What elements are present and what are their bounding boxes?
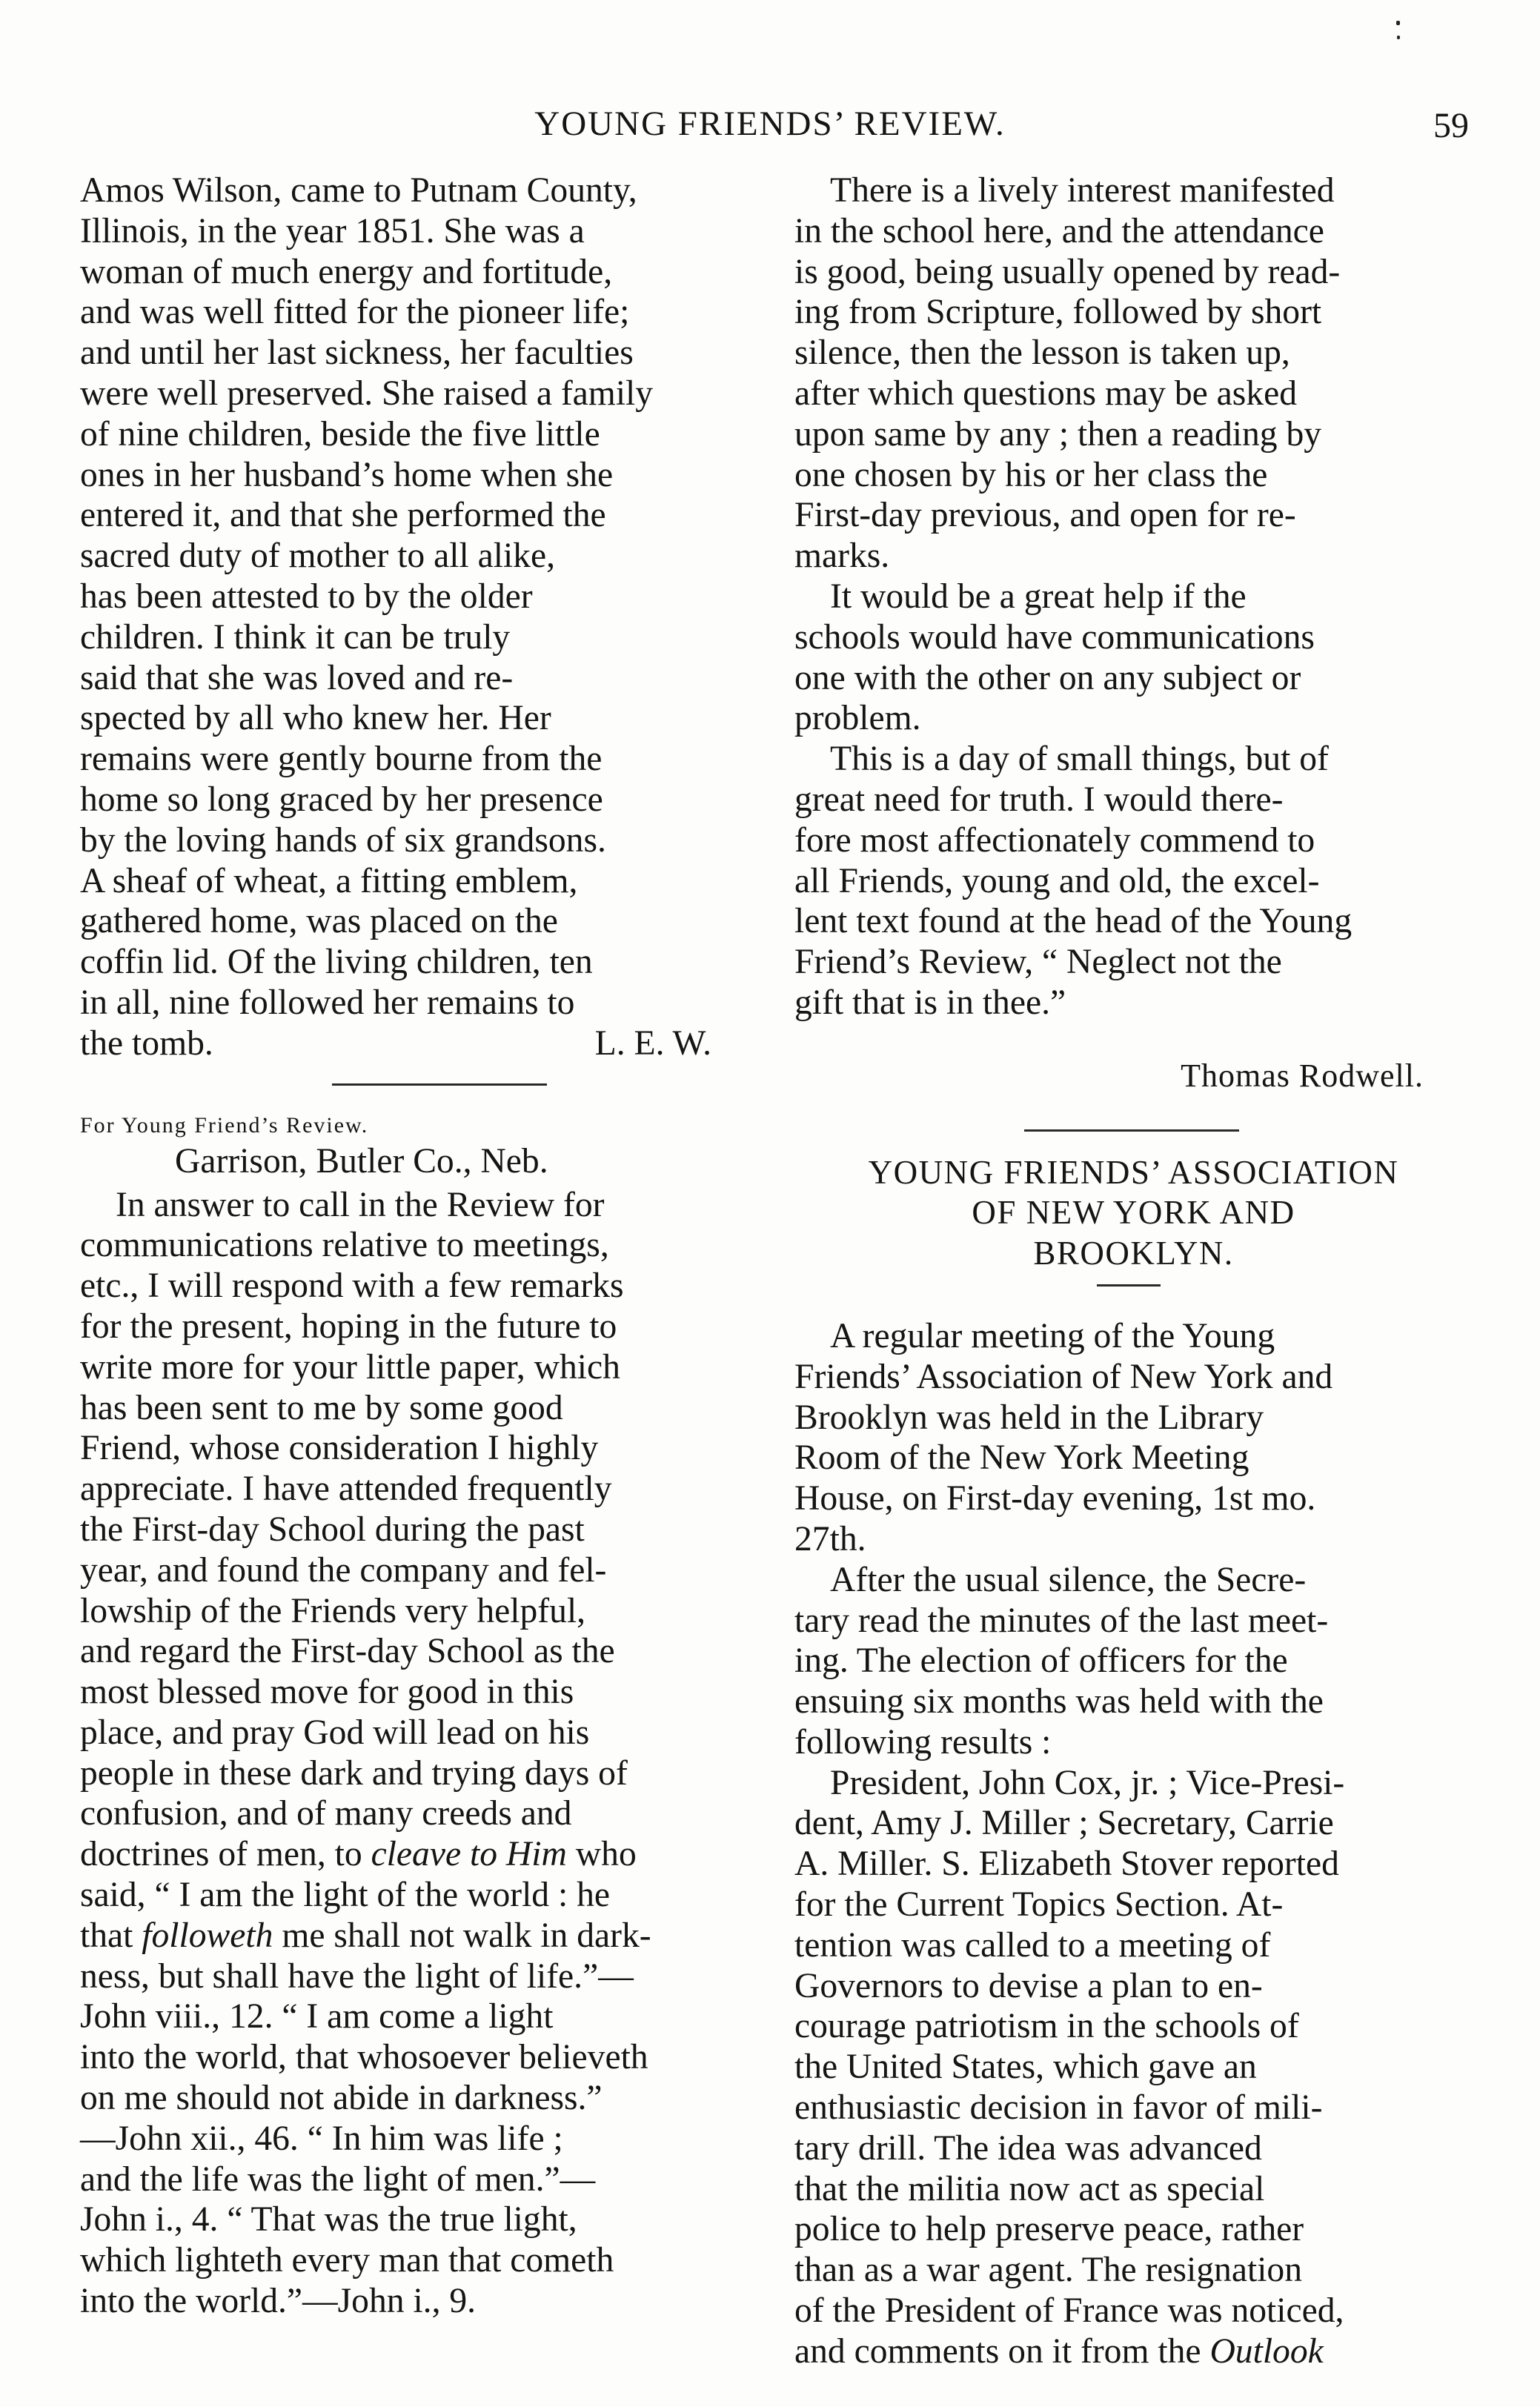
text-line: remains were gently bourne from the	[80, 740, 603, 779]
text-line: Friend, whose consideration I highly	[80, 1429, 599, 1468]
text-line: following results :	[794, 1722, 1052, 1762]
text-line: home so long graced by her presence	[80, 780, 603, 819]
text-line: after which questions may be asked	[794, 374, 1298, 413]
heading-divider	[1097, 1284, 1161, 1286]
obituary-closing-line	[80, 1023, 756, 1064]
text-line	[794, 2331, 1473, 2372]
text-line: said, “ I am the light of the world : he	[80, 1876, 611, 1915]
text-line: the tomb.	[80, 1023, 213, 1063]
page-number: 59	[1433, 106, 1469, 145]
text-line: Friend’s Review, “ Neglect not the	[794, 943, 1282, 982]
letter-continuation	[794, 170, 1473, 1097]
section-divider	[332, 1083, 547, 1086]
text-line: place, and pray God will lead on his	[80, 1713, 590, 1752]
text-line: ones in her husband’s home when she	[80, 455, 614, 494]
text-line: children. I think it can be truly	[80, 617, 511, 657]
running-title: YOUNG FRIENDS’ REVIEW.	[534, 104, 1006, 143]
text-line: First-day previous, and open for re-	[794, 496, 1296, 535]
text-span: that	[80, 1916, 142, 1955]
text-line: Governors to devise a plan to en-	[794, 1966, 1263, 2005]
text-line: one chosen by his or her class the	[794, 455, 1268, 494]
text-line: John viii., 12. “ I am come a light	[80, 1997, 554, 2036]
text-line: schools would have communications	[794, 617, 1315, 657]
text-line: has been attested to by the older	[80, 577, 533, 616]
text-line: House, on First-day evening, 1st mo.	[794, 1479, 1316, 1518]
text-line: woman of much energy and fortitude,	[80, 252, 613, 291]
text-line: which lighteth every man that cometh	[80, 2241, 614, 2280]
text-line: confusion, and of many creeds and	[80, 1794, 572, 1833]
text-line: appreciate. I have attended frequently	[80, 1470, 612, 1509]
text-line: silence, then the lesson is taken up,	[794, 333, 1290, 373]
obituary-text	[80, 170, 756, 1064]
text-line: all Friends, young and old, the excel-	[794, 861, 1320, 900]
article-heading-line: YOUNG FRIENDS’ ASSOCIATION	[868, 1153, 1399, 1191]
text-line: A. Miller. S. Elizabeth Stover reported	[794, 1845, 1339, 1884]
text-line: ness, but shall have the light of life.”—	[80, 1956, 634, 1996]
text-line: of nine children, beside the five little	[80, 414, 600, 454]
letter-text	[80, 1185, 756, 2322]
text-line: year, and found the company and fel-	[80, 1550, 607, 1590]
text-line: etc., I will respond with a few remarks	[80, 1266, 624, 1306]
text-line: most blessed move for good in this	[80, 1673, 574, 1712]
text-line: has been sent to me by some good	[80, 1388, 563, 1427]
text-line: write more for your little paper, which	[80, 1347, 620, 1387]
letter-signature: Thomas Rodwell.	[1181, 1057, 1424, 1094]
text-line: people in these dark and trying days of	[80, 1753, 628, 1793]
text-line: A regular meeting of the Young	[830, 1316, 1275, 1355]
text-span: me shall not walk in dark-	[273, 1916, 651, 1955]
text-line: the United States, which gave an	[794, 2048, 1257, 2087]
text-line: into the world, that whosoever believeth	[80, 2038, 648, 2077]
text-line: 27th.	[794, 1519, 866, 1558]
text-line: lowship of the Friends very helpful,	[80, 1591, 586, 1630]
text-line: and until her last sickness, her faculties	[80, 333, 634, 373]
letter-source: For Young Friend’s Review.	[80, 1112, 369, 1138]
text-line: in the school here, and the attendance	[794, 211, 1324, 250]
right-column	[794, 170, 1473, 2372]
text-line: This is a day of small things, but of	[830, 740, 1329, 779]
text-line: communications relative to meetings,	[80, 1226, 609, 1265]
text-line: entered it, and that she performed the	[80, 496, 606, 535]
text-line: tary read the minutes of the last meet-	[794, 1601, 1329, 1640]
text-line: is good, being usually opened by read-	[794, 252, 1341, 291]
text-line: one with the other on any subject or	[794, 658, 1301, 697]
text-line: A sheaf of wheat, a fitting emblem,	[80, 861, 578, 900]
text-line: gift that is in thee.”	[794, 983, 1066, 1022]
text-span: doctrines of men, to	[80, 1835, 371, 1874]
text-line: courage patriotism in the schools of	[794, 2007, 1299, 2046]
text-line: lent text found at the head of the Young	[794, 902, 1353, 941]
italic-phrase: cleave to Him	[371, 1835, 567, 1874]
text-line: ing from Scripture, followed by short	[794, 293, 1322, 332]
text-line: for the present, hoping in the future to	[80, 1307, 617, 1346]
letter-dateline: Garrison, Butler Co., Neb.	[175, 1141, 548, 1181]
article-heading-line: BROOKLYN.	[1033, 1235, 1234, 1272]
text-line: It would be a great help if the	[830, 577, 1247, 616]
text-line: ensuing six months was held with the	[794, 1682, 1324, 1722]
text-line: on me should not abide in darkness.”	[80, 2079, 603, 2118]
text-line: enthusiastic decision in favor of mili-	[794, 2088, 1323, 2128]
text-line: There is a lively interest manifested	[830, 171, 1335, 210]
italic-phrase: followeth	[142, 1916, 273, 1955]
text-line: John i., 4. “ That was the true light,	[80, 2200, 577, 2240]
text-line: spected by all who knew her. Her	[80, 699, 551, 738]
text-line: upon same by any ; then a reading by	[794, 414, 1322, 454]
text-span: and comments on it from the	[794, 2331, 1210, 2371]
text-line: Friends’ Association of New York and	[794, 1357, 1333, 1396]
text-line: dent, Amy J. Miller ; Secretary, Carrie	[794, 1804, 1334, 1843]
section-divider	[1024, 1129, 1239, 1132]
text-line: the First-day School during the past	[80, 1510, 585, 1549]
text-line: by the loving hands of six grandsons.	[80, 820, 606, 860]
text-line	[80, 1834, 756, 1875]
text-line: that the militia now act as special	[794, 2169, 1265, 2208]
text-line: in all, nine followed her remains to	[80, 983, 575, 1022]
text-line: were well preserved. She raised a family	[80, 374, 654, 413]
text-line: President, John Cox, jr. ; Vice-Presi-	[830, 1763, 1345, 1802]
article-text	[794, 1316, 1473, 2372]
text-line: into the world.”—John i., 9.	[80, 2282, 477, 2321]
text-line: Brooklyn was held in the Library	[794, 1398, 1264, 1437]
text-line: of the President of France was noticed,	[794, 2291, 1344, 2331]
ink-speck	[1397, 36, 1400, 39]
obituary-signature: L. E. W.	[594, 1023, 711, 1063]
text-line	[80, 1916, 756, 1956]
text-line: —John xii., 46. “ In him was life ;	[80, 2119, 563, 2158]
text-line: Room of the New York Meeting	[794, 1438, 1249, 1478]
text-line: Illinois, in the year 1851. She was a	[80, 211, 585, 250]
text-line: said that she was loved and re-	[80, 658, 514, 697]
text-line: Amos Wilson, came to Putnam County,	[80, 171, 637, 210]
text-line: In answer to call in the Review for	[116, 1185, 605, 1224]
text-line: than as a war agent. The resignation	[794, 2251, 1303, 2290]
text-line: gathered home, was placed on the	[80, 902, 558, 941]
italic-phrase: Outlook	[1209, 2331, 1324, 2371]
text-line: ing. The election of officers for the	[794, 1641, 1288, 1681]
text-line: tary drill. The idea was advanced	[794, 2128, 1262, 2168]
ink-speck	[1396, 21, 1400, 25]
text-line: sacred duty of mother to all alike,	[80, 537, 555, 576]
text-line: problem.	[794, 699, 921, 738]
text-line: After the usual silence, the Secre-	[830, 1560, 1307, 1599]
text-line: police to help preserve peace, rather	[794, 2210, 1304, 2249]
text-line: coffin lid. Of the living children, ten	[80, 943, 593, 982]
text-line: for the Current Topics Section. At-	[794, 1885, 1284, 1925]
text-line: marks.	[794, 537, 890, 576]
text-span: who	[566, 1835, 637, 1874]
text-line: great need for truth. I would there-	[794, 780, 1284, 819]
article-heading-line: OF NEW YORK AND	[972, 1194, 1295, 1232]
running-head	[0, 104, 1540, 148]
text-line: and the life was the light of men.”—	[80, 2159, 596, 2199]
text-line: tention was called to a meeting of	[794, 1925, 1271, 1965]
text-line: fore most affectionately commend to	[794, 820, 1315, 860]
text-line: and regard the First-day School as the	[80, 1632, 615, 1671]
left-column	[80, 170, 756, 2322]
text-line: and was well fitted for the pioneer life;	[80, 293, 630, 332]
